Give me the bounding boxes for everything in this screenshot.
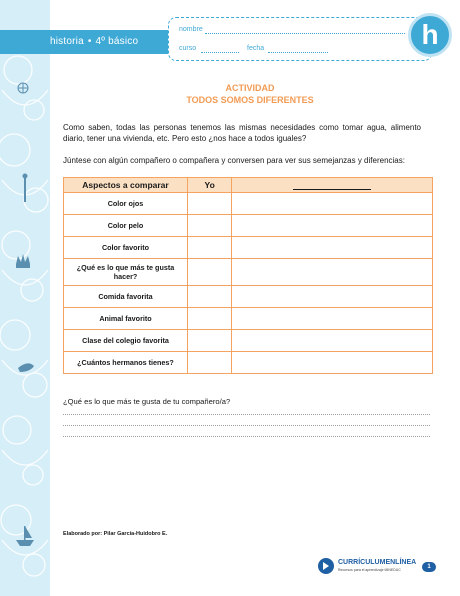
intro-paragraph: Como saben, todas las personas tenemos las mismas necesidades como tomar agua, alimento diario, tener una vivienda, etc. Pero esto ¿nos hace a todos iguales? — [63, 123, 421, 143]
my-answer-cell[interactable] — [188, 259, 232, 286]
comparison-table — [63, 177, 433, 374]
my-answer-cell[interactable] — [188, 352, 232, 374]
student-info-box — [168, 17, 432, 61]
course-field[interactable] — [201, 52, 239, 53]
page-number-badge: 1 — [422, 562, 436, 572]
partner-answer-cell[interactable] — [232, 308, 433, 330]
answer-line[interactable] — [63, 436, 430, 437]
play-arrow-icon — [318, 558, 334, 574]
row-label: Color favorito — [64, 237, 188, 259]
header-me: Yo — [188, 178, 232, 193]
partner-answer-cell[interactable] — [232, 286, 433, 308]
partner-answer-cell[interactable] — [232, 193, 433, 215]
swirl-pattern-icon — [0, 0, 50, 596]
table-row — [64, 259, 433, 286]
my-answer-cell[interactable] — [188, 237, 232, 259]
table-row — [64, 330, 433, 352]
row-label: ¿Cuántos hermanos tienes? — [64, 352, 188, 374]
my-answer-cell[interactable] — [188, 215, 232, 237]
name-field[interactable] — [205, 33, 405, 34]
table-row — [64, 286, 433, 308]
activity-title: ACTIVIDAD — [225, 83, 275, 93]
row-label: Color ojos — [64, 193, 188, 215]
partner-answer-cell[interactable] — [232, 352, 433, 374]
header-aspects: Aspectos a comparar — [64, 178, 188, 193]
table-row — [64, 308, 433, 330]
row-label: Animal favorito — [64, 308, 188, 330]
decorative-side-strip — [0, 0, 50, 596]
table-header-row — [64, 178, 433, 193]
my-answer-cell[interactable] — [188, 193, 232, 215]
author-credit: Elaborado por: Pilar García-Huidobro E. — [63, 531, 168, 537]
grade-label: 4º básico — [95, 36, 139, 47]
table-row — [64, 193, 433, 215]
date-field[interactable] — [268, 52, 328, 53]
historia-logo: h — [408, 13, 452, 57]
my-answer-cell[interactable] — [188, 308, 232, 330]
activity-subtitle: TODOS SOMOS DIFERENTES — [186, 95, 314, 105]
course-label: curso — [179, 45, 197, 52]
my-answer-cell[interactable] — [188, 286, 232, 308]
partner-answer-cell[interactable] — [232, 215, 433, 237]
header-partner[interactable] — [232, 178, 433, 193]
brand-tagline: Recursos para el aprendizaje MINEDUC — [338, 568, 401, 572]
row-label: ¿Qué es lo que más te gusta hacer? — [64, 259, 188, 286]
row-label: Color pelo — [64, 215, 188, 237]
date-label: fecha — [247, 45, 265, 52]
row-label: Comida favorita — [64, 286, 188, 308]
name-label: nombre — [179, 26, 203, 33]
answer-line[interactable] — [63, 425, 430, 426]
table-row — [64, 215, 433, 237]
partner-name-blank[interactable] — [293, 182, 371, 190]
instruction-paragraph: Júntese con algún compañero o compañera y conversen para ver sus semejanzas y diferencias: — [63, 156, 405, 165]
my-answer-cell[interactable] — [188, 330, 232, 352]
open-question: ¿Qué es lo que más te gusta de tu compañero/a? — [63, 397, 231, 406]
partner-answer-cell[interactable] — [232, 259, 433, 286]
partner-answer-cell[interactable] — [232, 330, 433, 352]
table-row — [64, 237, 433, 259]
separator-dot: • — [87, 36, 92, 47]
row-label: Clase del colegio favorita — [64, 330, 188, 352]
subject-label: historia — [50, 36, 84, 47]
answer-line[interactable] — [63, 414, 430, 415]
partner-answer-cell[interactable] — [232, 237, 433, 259]
table-row — [64, 352, 433, 374]
brand-name: CURRÍCULUMENLÍNEA — [338, 559, 417, 566]
subject-banner-text — [50, 36, 138, 47]
